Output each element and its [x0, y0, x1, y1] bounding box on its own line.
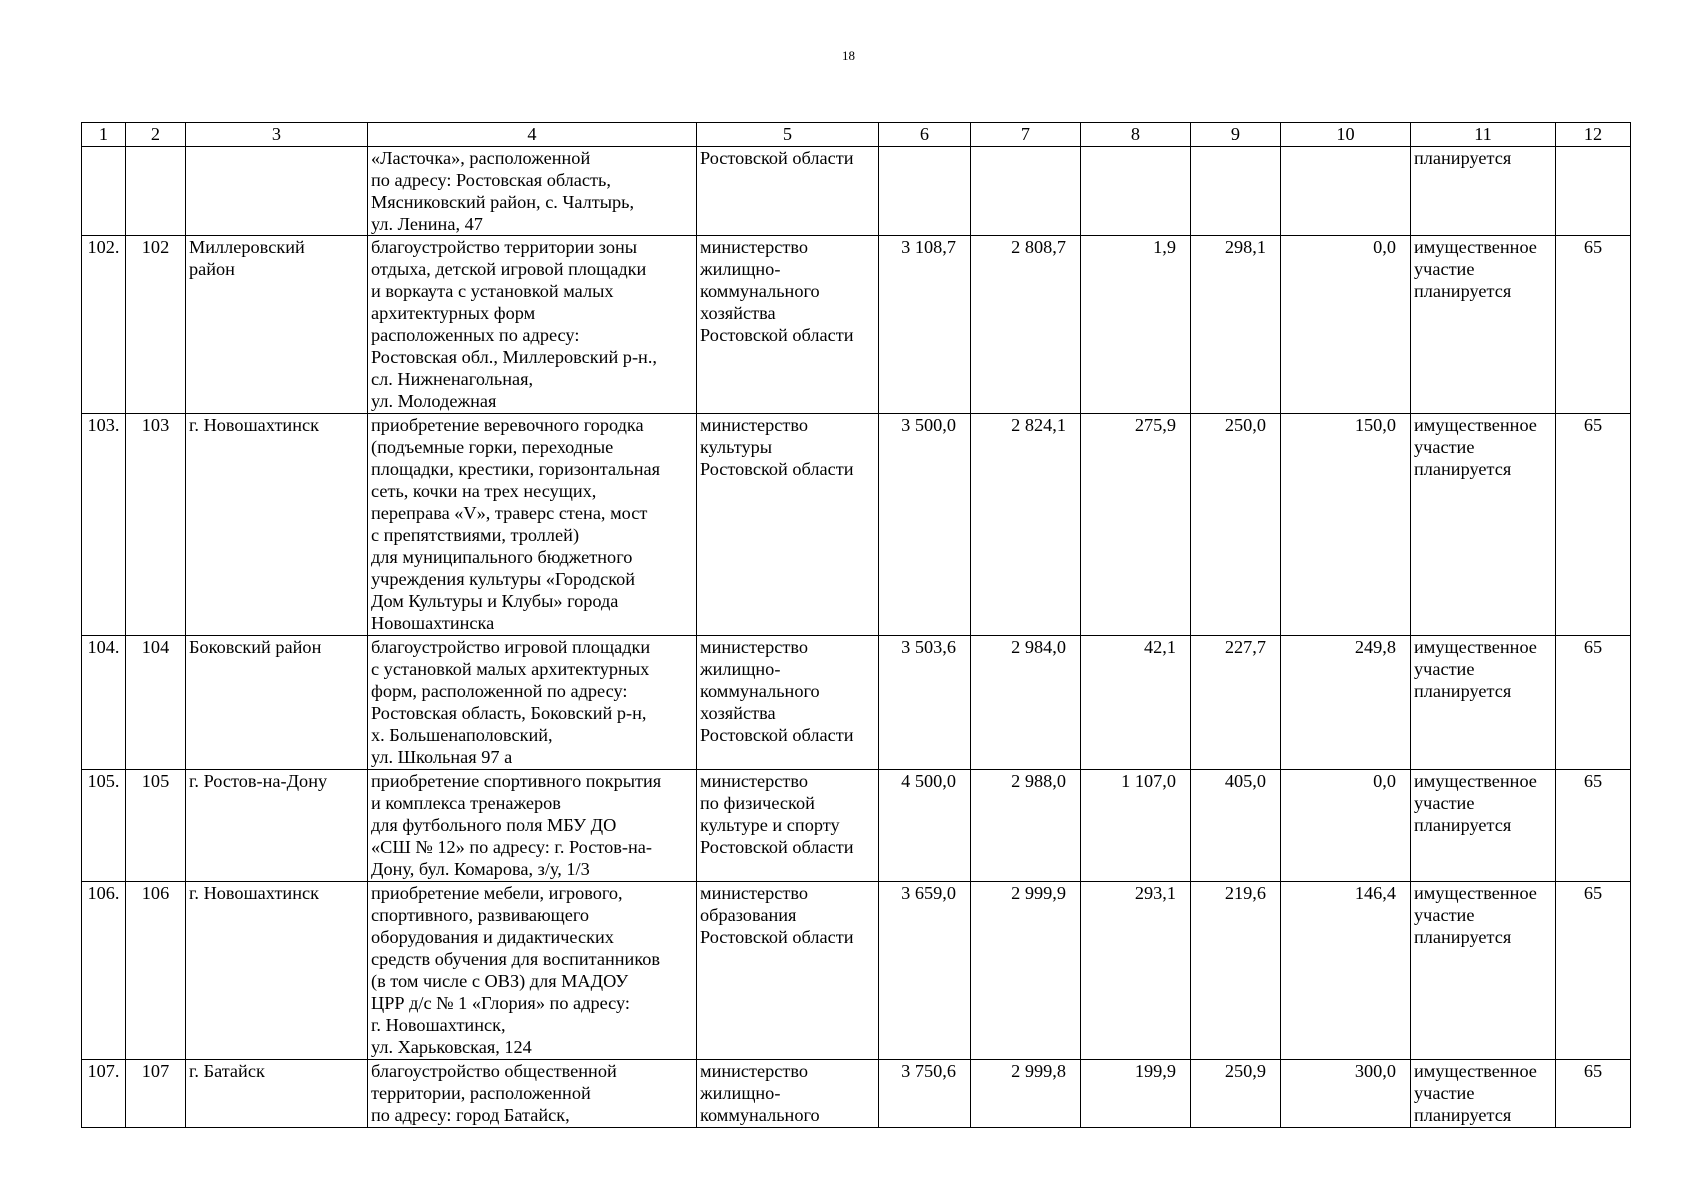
table-row [82, 1060, 1631, 1128]
page-number: 18 [842, 48, 855, 63]
row-number: 105 [126, 770, 186, 882]
participation-note: имущественное участие планируется [1411, 770, 1556, 882]
citizens-amount: 250,0 [1191, 414, 1281, 636]
project-description: благоустройство общественной территории, расположенной по адресу: город Батайск, [368, 1060, 697, 1128]
participation-note: планируется [1411, 147, 1556, 236]
citizens-amount: 298,1 [1191, 236, 1281, 414]
column-header: 5 [697, 123, 879, 147]
row-number [126, 147, 186, 236]
local-amount: 1,9 [1081, 236, 1191, 414]
municipality: г. Батайск [186, 1060, 368, 1128]
participation-note: имущественное участие планируется [1411, 882, 1556, 1060]
regional-amount: 2 808,7 [971, 236, 1081, 414]
municipality: Боковский район [186, 636, 368, 770]
row-number: 102 [126, 236, 186, 414]
citizens-amount: 250,9 [1191, 1060, 1281, 1128]
project-description: приобретение веревочного городка (подъемные горки, переходные площадки, крестики, горизонтальная сеть, кочки на трех несущих, переправа «V», траверс стена, мост с препятствиями, троллей) для муниципального бюджетного учреждения культуры «Городской Дом Культуры и Клубы» города Новошахтинска [368, 414, 697, 636]
regional-amount: 2 988,0 [971, 770, 1081, 882]
total-amount [879, 147, 971, 236]
row-index: 107. [82, 1060, 126, 1128]
regional-amount: 2 999,8 [971, 1060, 1081, 1128]
responsible-ministry: министерство жилищно- коммунального хозяйства Ростовской области [697, 236, 879, 414]
score: 65 [1556, 236, 1631, 414]
row-number: 106 [126, 882, 186, 1060]
data-table [81, 122, 1631, 1128]
row-index: 106. [82, 882, 126, 1060]
business-amount [1281, 147, 1411, 236]
column-header: 6 [879, 123, 971, 147]
responsible-ministry: министерство образования Ростовской области [697, 882, 879, 1060]
citizens-amount [1191, 147, 1281, 236]
score [1556, 147, 1631, 236]
row-number: 104 [126, 636, 186, 770]
row-index: 105. [82, 770, 126, 882]
participation-note: имущественное участие планируется [1411, 1060, 1556, 1128]
local-amount: 42,1 [1081, 636, 1191, 770]
responsible-ministry: министерство жилищно- коммунального [697, 1060, 879, 1128]
responsible-ministry: министерство культуры Ростовской области [697, 414, 879, 636]
regional-amount [971, 147, 1081, 236]
participation-note: имущественное участие планируется [1411, 414, 1556, 636]
business-amount: 0,0 [1281, 236, 1411, 414]
row-index: 103. [82, 414, 126, 636]
table-row [82, 414, 1631, 636]
local-amount: 1 107,0 [1081, 770, 1191, 882]
total-amount: 3 659,0 [879, 882, 971, 1060]
row-index: 104. [82, 636, 126, 770]
row-index: 102. [82, 236, 126, 414]
table-row [82, 236, 1631, 414]
citizens-amount: 227,7 [1191, 636, 1281, 770]
regional-amount: 2 984,0 [971, 636, 1081, 770]
table-row [82, 147, 1631, 236]
business-amount: 249,8 [1281, 636, 1411, 770]
column-header: 9 [1191, 123, 1281, 147]
citizens-amount: 219,6 [1191, 882, 1281, 1060]
participation-note: имущественное участие планируется [1411, 636, 1556, 770]
column-header: 4 [368, 123, 697, 147]
local-amount: 275,9 [1081, 414, 1191, 636]
column-header: 11 [1411, 123, 1556, 147]
project-description: «Ласточка», расположенной по адресу: Ростовская область, Мясниковский район, с. Чалтырь, ул. Ленина, 47 [368, 147, 697, 236]
municipality: г. Ростов-на-Дону [186, 770, 368, 882]
municipality: г. Новошахтинск [186, 414, 368, 636]
business-amount: 300,0 [1281, 1060, 1411, 1128]
column-header: 3 [186, 123, 368, 147]
total-amount: 3 503,6 [879, 636, 971, 770]
responsible-ministry: Ростовской области [697, 147, 879, 236]
business-amount: 146,4 [1281, 882, 1411, 1060]
project-description: приобретение спортивного покрытия и комплекса тренажеров для футбольного поля МБУ ДО «СШ № 12» по адресу: г. Ростов-на- Дону, бул. Комарова, з/у, 1/3 [368, 770, 697, 882]
score: 65 [1556, 636, 1631, 770]
project-description: благоустройство игровой площадки с установкой малых архитектурных форм, расположенной по адресу: Ростовская область, Боковский р-н, х. Большенаполовский, ул. Школьная 97 а [368, 636, 697, 770]
citizens-amount: 405,0 [1191, 770, 1281, 882]
project-description: приобретение мебели, игрового, спортивного, развивающего оборудования и дидактических средств обучения для воспитанников (в том числе с ОВЗ) для МАДОУ ЦРР д/с № 1 «Глория» по адресу: г. Новошахтинск, ул. Харьковская, 124 [368, 882, 697, 1060]
total-amount: 4 500,0 [879, 770, 971, 882]
column-header: 12 [1556, 123, 1631, 147]
table-row [82, 770, 1631, 882]
column-header: 2 [126, 123, 186, 147]
row-index [82, 147, 126, 236]
table-row [82, 882, 1631, 1060]
table-header-row [82, 123, 1631, 147]
row-number: 107 [126, 1060, 186, 1128]
business-amount: 0,0 [1281, 770, 1411, 882]
total-amount: 3 500,0 [879, 414, 971, 636]
municipality [186, 147, 368, 236]
responsible-ministry: министерство жилищно- коммунального хозяйства Ростовской области [697, 636, 879, 770]
total-amount: 3 108,7 [879, 236, 971, 414]
local-amount: 199,9 [1081, 1060, 1191, 1128]
regional-amount: 2 824,1 [971, 414, 1081, 636]
project-description: благоустройство территории зоны отдыха, детской игровой площадки и воркаута с установкой малых архитектурных форм расположенных по адресу: Ростовская обл., Миллеровский р-н., сл. Нижненагольная, ул. Молодежная [368, 236, 697, 414]
score: 65 [1556, 882, 1631, 1060]
column-header: 1 [82, 123, 126, 147]
table-row [82, 636, 1631, 770]
score: 65 [1556, 770, 1631, 882]
row-number: 103 [126, 414, 186, 636]
municipality: Миллеровский район [186, 236, 368, 414]
local-amount: 293,1 [1081, 882, 1191, 1060]
business-amount: 150,0 [1281, 414, 1411, 636]
column-header: 10 [1281, 123, 1411, 147]
participation-note: имущественное участие планируется [1411, 236, 1556, 414]
responsible-ministry: министерство по физической культуре и спорту Ростовской области [697, 770, 879, 882]
regional-amount: 2 999,9 [971, 882, 1081, 1060]
column-header: 7 [971, 123, 1081, 147]
score: 65 [1556, 1060, 1631, 1128]
column-header: 8 [1081, 123, 1191, 147]
score: 65 [1556, 414, 1631, 636]
total-amount: 3 750,6 [879, 1060, 971, 1128]
local-amount [1081, 147, 1191, 236]
municipality: г. Новошахтинск [186, 882, 368, 1060]
